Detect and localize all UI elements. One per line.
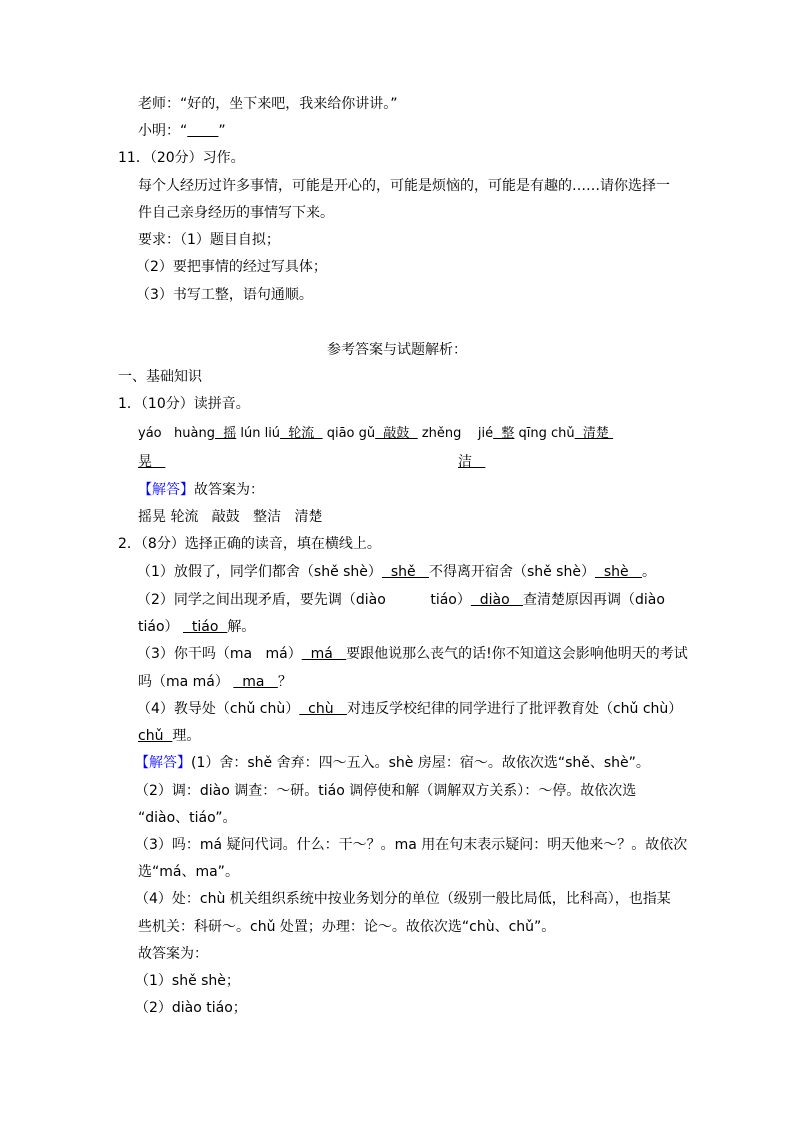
text: （1）放假了，同学们都舍（shě shè） bbox=[137, 564, 382, 580]
xiaoming-line bbox=[138, 122, 226, 140]
answer-text: 摇晃 轮流 敲鼓 整洁 清楚 bbox=[138, 509, 323, 525]
answer-label: 【解答】 bbox=[135, 755, 191, 771]
section-heading: 一、基础知识 bbox=[118, 369, 202, 385]
text: ？ bbox=[277, 674, 292, 690]
answer-blank: 轮流 bbox=[280, 426, 323, 441]
text: 吗（ma má） bbox=[138, 674, 229, 690]
text: （4）教导处（chǔ chù） bbox=[137, 701, 300, 717]
text: 。 bbox=[642, 564, 656, 580]
answer-blank: diào bbox=[470, 592, 524, 608]
text: （3）你干吗（ma má） bbox=[137, 646, 302, 662]
text: （2）同学之间出现矛盾，要先调（diào tiáo） bbox=[137, 592, 471, 608]
final-answer: （1）shě shè； bbox=[135, 973, 240, 989]
q11-text: 每个人经历过许多事情，可能是开心的，可能是烦恼的，可能是有趣的……请你选择一 bbox=[138, 178, 670, 194]
pinyin: qiāo gǔ bbox=[326, 426, 376, 441]
text: 要跟他说那么丧气的话!你不知道这会影响他明天的考试 bbox=[346, 646, 688, 662]
text: 故答案为： bbox=[194, 482, 264, 498]
q2-item bbox=[137, 645, 688, 663]
answer-blank: tiáo bbox=[182, 619, 228, 635]
question-11-heading: 11．（20分）习作。 bbox=[118, 150, 245, 166]
pinyin: qīng chǔ bbox=[518, 426, 575, 441]
explanation: （4）处：chù 机关组织系统中按业务划分的单位（级别一般比局低，比科高），也指某 bbox=[135, 891, 671, 907]
answer-blank bbox=[187, 123, 218, 139]
explanation: （3）吗：má 疑问代词。什么：干～？。ma 用在句末表示疑问：明天他来～？。故依次 bbox=[135, 837, 688, 853]
answer-blank: 洁 bbox=[458, 454, 486, 470]
q2-item bbox=[138, 618, 255, 636]
explanation: （2）调：diào 调查：～研。tiáo 调停使和解（调解双方关系）：～停。故依次选 bbox=[135, 783, 637, 799]
q2-item bbox=[137, 591, 665, 609]
answer-label: 【解答】 bbox=[138, 482, 194, 498]
answer-blank: ma bbox=[233, 674, 278, 690]
answer-blank: 晃 bbox=[138, 454, 166, 470]
text: 解。 bbox=[227, 619, 256, 635]
text: 查清楚原因再调（diào bbox=[523, 592, 665, 608]
q2-item bbox=[137, 563, 656, 581]
pinyin: yáo huàng bbox=[138, 426, 215, 441]
explanation: 些机关：科研～。chǔ 处置；办理：论～。故依次选“chù、chǔ”。 bbox=[138, 919, 556, 935]
q11-requirement: （3）书写工整，语句通顺。 bbox=[136, 287, 313, 303]
explanation: 选“má、ma”。 bbox=[138, 864, 239, 880]
pinyin: zhěng jié bbox=[421, 426, 494, 441]
q2-item bbox=[137, 700, 682, 718]
pinyin-line bbox=[138, 425, 613, 443]
answer-blank: 敲鼓 bbox=[375, 426, 418, 441]
teacher-line: 老师：“好的，坐下来吧，我来给你讲讲。” bbox=[138, 96, 398, 112]
q11-text: 件自己亲身经历的事情写下来。 bbox=[138, 205, 334, 221]
answer-blank: shě bbox=[381, 564, 429, 580]
answer-blank: 摇 bbox=[214, 426, 237, 441]
answer-line bbox=[138, 481, 264, 499]
text: ” bbox=[218, 123, 226, 139]
explanation: “diào、tiáo”。 bbox=[138, 810, 237, 826]
final-answer: （2）diào tiáo； bbox=[135, 1000, 247, 1016]
answer-blank: 清楚 bbox=[574, 426, 614, 441]
answer-blank: chù bbox=[299, 701, 347, 717]
text: tiáo） bbox=[138, 619, 179, 635]
final-answer-label: 故答案为： bbox=[138, 946, 208, 962]
explanation bbox=[135, 754, 650, 772]
question-2-heading: 2．（8分）选择正确的读音，填在横线上。 bbox=[118, 536, 381, 552]
answer-blank: shè bbox=[594, 564, 642, 580]
q2-item bbox=[138, 727, 200, 745]
text: 理。 bbox=[172, 728, 201, 744]
answer-blank: chǔ bbox=[138, 728, 164, 744]
answer-blank: 整 bbox=[493, 426, 515, 441]
text: 不得离开宿舍（shě shè） bbox=[428, 564, 595, 580]
pinyin: lún liú bbox=[240, 426, 281, 441]
text: 对违反学校纪律的同学进行了批评教育处（chǔ chù） bbox=[346, 701, 683, 717]
q2-item bbox=[138, 673, 292, 691]
text: 小明：“ bbox=[138, 123, 188, 139]
answers-title: 参考答案与试题解析： bbox=[327, 342, 467, 358]
question-1-heading: 1．（10分）读拼音。 bbox=[118, 396, 250, 412]
q11-requirement: 要求：（1）题目自拟； bbox=[138, 232, 280, 248]
q11-requirement: （2）要把事情的经过写具体； bbox=[136, 259, 327, 275]
answer-blank: má bbox=[301, 646, 347, 662]
text: (1）舍：shě 舍弃：四～五入。shè 房屋：宿～。故依次选“shě、shè”。 bbox=[191, 755, 650, 771]
